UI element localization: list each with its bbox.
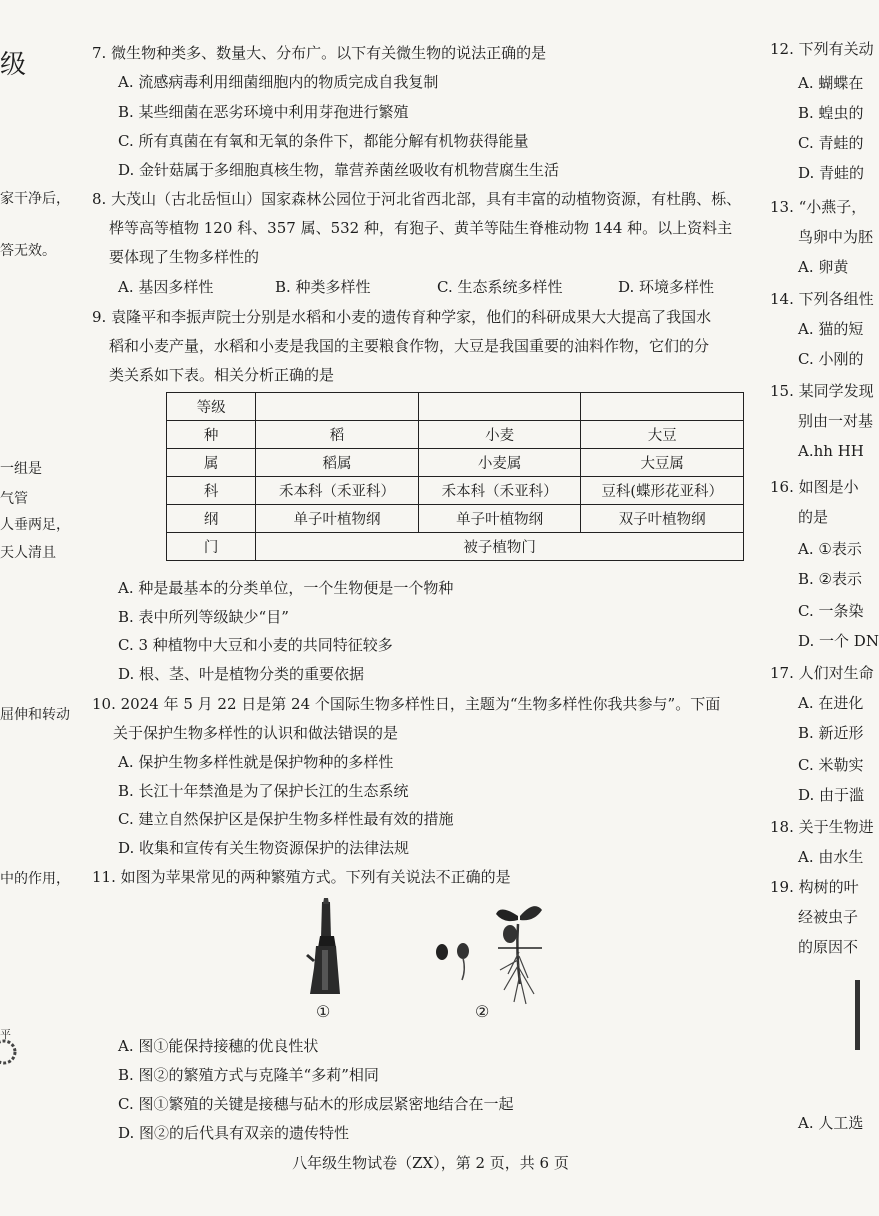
table-cell: 大豆属	[581, 449, 744, 477]
table-level-cell: 种	[167, 421, 256, 449]
table-header-cell: 等级	[167, 393, 256, 421]
left-fragment-text: 平	[0, 1028, 11, 1041]
table-cell	[256, 393, 419, 421]
option-b: B. 图②的繁殖方式与克隆羊“多莉”相同	[118, 1066, 379, 1084]
option-d: D. 收集和宣传有关生物资源保护的法律法规	[118, 839, 410, 857]
right-fragment-text: D. 一个 DN	[798, 632, 879, 650]
left-fragment-text: 家干净后，	[0, 191, 70, 207]
grafting-figure	[300, 898, 350, 998]
right-fragment-text: A. 由水生	[798, 848, 864, 866]
table-cell: 双子叶植物纲	[581, 505, 744, 533]
figure-label-2: ②	[475, 1002, 490, 1021]
option-b: B. 种类多样性	[275, 278, 371, 296]
page-footer: 八年级生物试卷（ZX），第 2 页，共 6 页	[292, 1154, 569, 1172]
right-fragment-text: B. 蝗虫的	[798, 104, 864, 122]
left-fragment-text: 气管	[0, 491, 28, 507]
table-cell: 禾本科（禾亚科）	[256, 477, 419, 505]
right-fragment-text: 13. “小燕子，	[770, 198, 867, 216]
right-fragment-text: A. 蝴蝶在	[798, 74, 864, 92]
right-fragment-text: A. 人工选	[798, 1114, 864, 1132]
right-fragment-text: 16. 如图是小	[770, 478, 859, 496]
left-fragment-text: 屈伸和转动	[0, 707, 70, 723]
table-cell: 单子叶植物纲	[418, 505, 581, 533]
table-row	[167, 505, 744, 533]
left-column-fragment	[0, 0, 70, 1216]
right-fragment-text: A. 猫的短	[798, 320, 864, 338]
option-c: C. 图①繁殖的关键是接穗与砧木的形成层紧密地结合在一起	[118, 1095, 514, 1113]
table-cell: 大豆	[581, 421, 744, 449]
table-cell: 稻	[256, 421, 419, 449]
right-fragment-text: C. 青蛙的	[798, 134, 864, 152]
option-d: D. 环境多样性	[618, 278, 715, 296]
option-b: B. 表中所列等级缺少“目”	[118, 608, 289, 626]
right-fragment-text: A. 卵黄	[798, 258, 849, 276]
table-level-cell: 属	[167, 449, 256, 477]
question-stem-line: 8. 大茂山（古北岳恒山）国家森林公园位于河北省西北部，具有丰富的动植物资源，有杜鹃、栎、	[92, 190, 742, 208]
table-cell: 单子叶植物纲	[256, 505, 419, 533]
option-c: C. 所有真菌在有氧和无氧的条件下，都能分解有机物获得能量	[118, 132, 529, 150]
question-stem-line: 关于保护生物多样性的认识和做法错误的是	[113, 724, 399, 742]
figure-fragment	[854, 980, 861, 1050]
table-level-cell: 科	[167, 477, 256, 505]
right-fragment-text: 经被虫子	[798, 908, 859, 926]
question-stem-line: 9. 袁隆平和李振声院士分别是水稻和小麦的遗传育种学家，他们的科研成果大大提高了我国水	[92, 308, 712, 326]
question-stem-line: 10. 2024 年 5 月 22 日是第 24 个国际生物多样性日，主题为“生物多样性你我共参与”。下面	[92, 695, 721, 713]
right-fragment-text: 12. 下列有关动	[770, 40, 874, 58]
seed-germination-figure	[430, 894, 550, 1006]
option-a: A. 保护生物多样性就是保护物种的多样性	[118, 753, 394, 771]
table-cell: 禾本科（禾亚科）	[418, 477, 581, 505]
right-column-fragment	[770, 0, 879, 1216]
table-cell: 小麦属	[418, 449, 581, 477]
right-fragment-text: C. 一条染	[798, 602, 864, 620]
left-fragment-text: 中的作用，	[0, 871, 70, 887]
option-c: C. 3 种植物中大豆和小麦的共同特征较多	[118, 636, 393, 654]
table-cell: 稻属	[256, 449, 419, 477]
right-fragment-text: 鸟卵中为胚	[798, 228, 874, 246]
right-fragment-text: D. 由于滥	[798, 786, 865, 804]
right-fragment-text: 15. 某同学发现	[770, 382, 874, 400]
figure-label-1: ①	[316, 1002, 331, 1021]
right-fragment-text: D. 青蛙的	[798, 164, 865, 182]
option-a: A. 流感病毒利用细菌细胞内的物质完成自我复制	[118, 73, 439, 91]
left-fragment-text: 一组是	[0, 461, 42, 477]
question-stem-line: 桦等高等植物 120 科、357 属、532 种，有狍子、黄羊等陆生脊椎动物 144 种。以上资料主	[109, 219, 733, 237]
question-stem-line: 要体现了生物多样性的	[109, 248, 260, 266]
right-fragment-text: 的原因不	[798, 938, 859, 956]
question-stem-line: 稻和小麦产量，水稻和小麦是我国的主要粮食作物，大豆是我国重要的油料作物，它们的分	[109, 337, 710, 355]
question-stem-line: 类关系如下表。相关分析正确的是	[109, 366, 335, 384]
left-fragment-text: 级	[0, 50, 27, 80]
option-d: D. 金针菇属于多细胞真核生物，靠营养菌丝吸收有机物营腐生生活	[118, 161, 560, 179]
right-fragment-text: A. ①表示	[798, 540, 862, 558]
flower-figure-fragment	[0, 1030, 16, 1074]
table-cell: 豆科(蝶形花亚科）	[581, 477, 744, 505]
table-row	[167, 533, 744, 561]
table-cell: 被子植物门	[256, 533, 744, 561]
table-level-cell: 纲	[167, 505, 256, 533]
option-c: C. 生态系统多样性	[437, 278, 563, 296]
left-fragment-text: 天人清且	[0, 545, 56, 561]
right-fragment-text: 别由一对基	[798, 412, 874, 430]
table-cell: 小麦	[418, 421, 581, 449]
right-fragment-text: 19. 构树的叶	[770, 878, 859, 896]
table-level-cell: 门	[167, 533, 256, 561]
right-fragment-text: B. 新近形	[798, 724, 864, 742]
classification-table	[166, 392, 744, 561]
table-row	[167, 421, 744, 449]
option-a: A. 种是最基本的分类单位，一个生物便是一个物种	[118, 579, 454, 597]
right-fragment-text: A. 在进化	[798, 694, 864, 712]
right-fragment-text: B. ②表示	[798, 570, 863, 588]
right-fragment-text: A.hh HH	[798, 442, 864, 460]
option-d: D. 根、茎、叶是植物分类的重要依据	[118, 665, 365, 683]
right-fragment-text: 14. 下列各组性	[770, 290, 874, 308]
right-fragment-text: C. 小刚的	[798, 350, 864, 368]
table-row	[167, 477, 744, 505]
option-b: B. 长江十年禁渔是为了保护长江的生态系统	[118, 782, 409, 800]
right-fragment-text: 的是	[798, 508, 829, 526]
right-fragment-text: C. 米勒实	[798, 756, 864, 774]
option-c: C. 建立自然保护区是保护生物多样性最有效的措施	[118, 810, 454, 828]
option-a: A. 图①能保持接穗的优良性状	[118, 1037, 319, 1055]
table-cell	[418, 393, 581, 421]
option-a: A. 基因多样性	[118, 278, 214, 296]
right-fragment-text: 18. 关于生物进	[770, 818, 874, 836]
option-d: D. 图②的后代具有双亲的遗传特性	[118, 1124, 350, 1142]
table-cell	[581, 393, 744, 421]
question-stem: 7. 微生物种类多、数量大、分布广。以下有关微生物的说法正确的是	[92, 44, 547, 62]
left-fragment-text: 答无效。	[0, 243, 56, 259]
right-fragment-text: 17. 人们对生命	[770, 664, 874, 682]
option-b: B. 某些细菌在恶劣环境中利用芽孢进行繁殖	[118, 103, 409, 121]
table-row	[167, 449, 744, 477]
left-fragment-text: 人垂两足，	[0, 517, 70, 533]
question-stem: 11. 如图为苹果常见的两种繁殖方式。下列有关说法不正确的是	[92, 868, 511, 886]
table-row	[167, 393, 744, 421]
